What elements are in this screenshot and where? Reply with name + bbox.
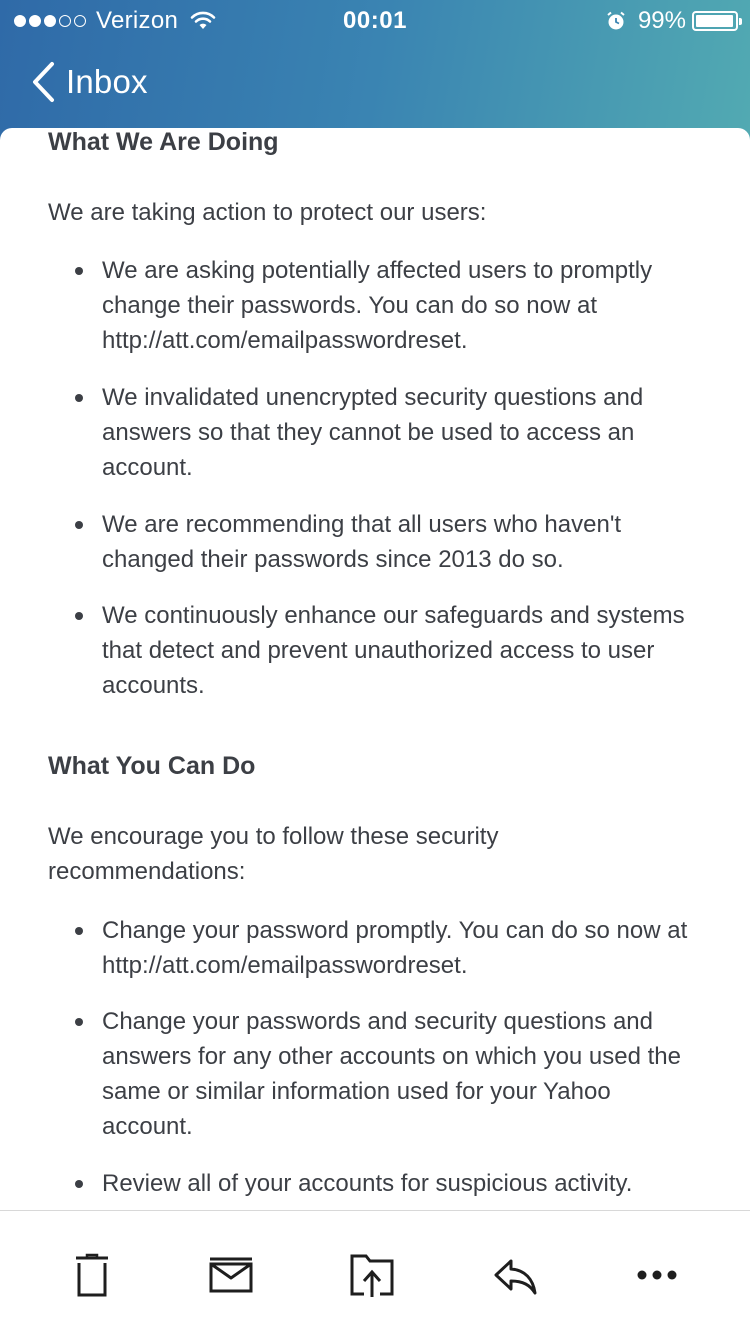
section-title-you-can-do: What You Can Do [48,752,256,780]
status-bar [0,0,750,40]
archive-button[interactable] [201,1245,261,1305]
bullet-icon [75,612,83,620]
bullet-icon [75,927,83,935]
list-item-text: We invalidated unencrypted security questions and answers so that they cannot be used to access an account. [102,384,644,481]
back-label: Inbox [66,63,148,100]
move-icon [348,1251,396,1299]
move-to-folder-button[interactable] [342,1245,402,1305]
section-title-doing: What We Are Doing [48,128,279,156]
more-options-button[interactable] [627,1245,687,1305]
delete-button[interactable] [62,1245,122,1305]
bullet-icon [75,394,83,402]
bullet-icon [75,1018,83,1026]
alarm-icon [606,11,626,31]
battery-icon [692,11,738,31]
message-toolbar [0,1210,750,1334]
list-item-text: Change your passwords and security questions and answers for any other accounts on which you used the same or similar information used for your Yahoo account. [102,1008,681,1140]
battery-percent: 99% [637,7,686,34]
reply-icon [491,1251,539,1299]
bullet-icon [75,521,83,529]
section-intro-doing: We are taking action to protect our users: [48,199,487,226]
more-icon [633,1251,681,1299]
battery-fill [696,15,733,27]
section-intro-you-can-do: We encourage you to follow these security recommendations: [48,823,499,885]
back-to-inbox-button[interactable] [30,60,148,104]
email-body[interactable] [0,128,750,1210]
list-item-text: We continuously enhance our safeguards and systems that detect and prevent unauthorized access to user accounts. [102,602,685,699]
chevron-left-icon [30,60,56,104]
bullet-icon [75,1180,83,1188]
list-item-text: Change your password promptly. You can do so now at http://att.com/emailpasswordreset. [102,917,688,979]
status-right [606,7,738,35]
carrier-name: Verizon [96,7,179,34]
list-item-text: Review all of your accounts for suspicious activity. [102,1170,633,1197]
battery-tip [739,18,742,25]
trash-icon [68,1251,116,1299]
status-time: 00:01 [343,7,407,34]
reply-button[interactable] [485,1245,545,1305]
archive-icon [207,1251,255,1299]
list-item-text: We are recommending that all users who haven't changed their passwords since 2013 do so. [102,511,622,573]
list-item-text: We are asking potentially affected users to promptly change their passwords. You can do so now at http://att.com/emailpasswordreset. [102,257,653,354]
bullet-icon [75,267,83,275]
